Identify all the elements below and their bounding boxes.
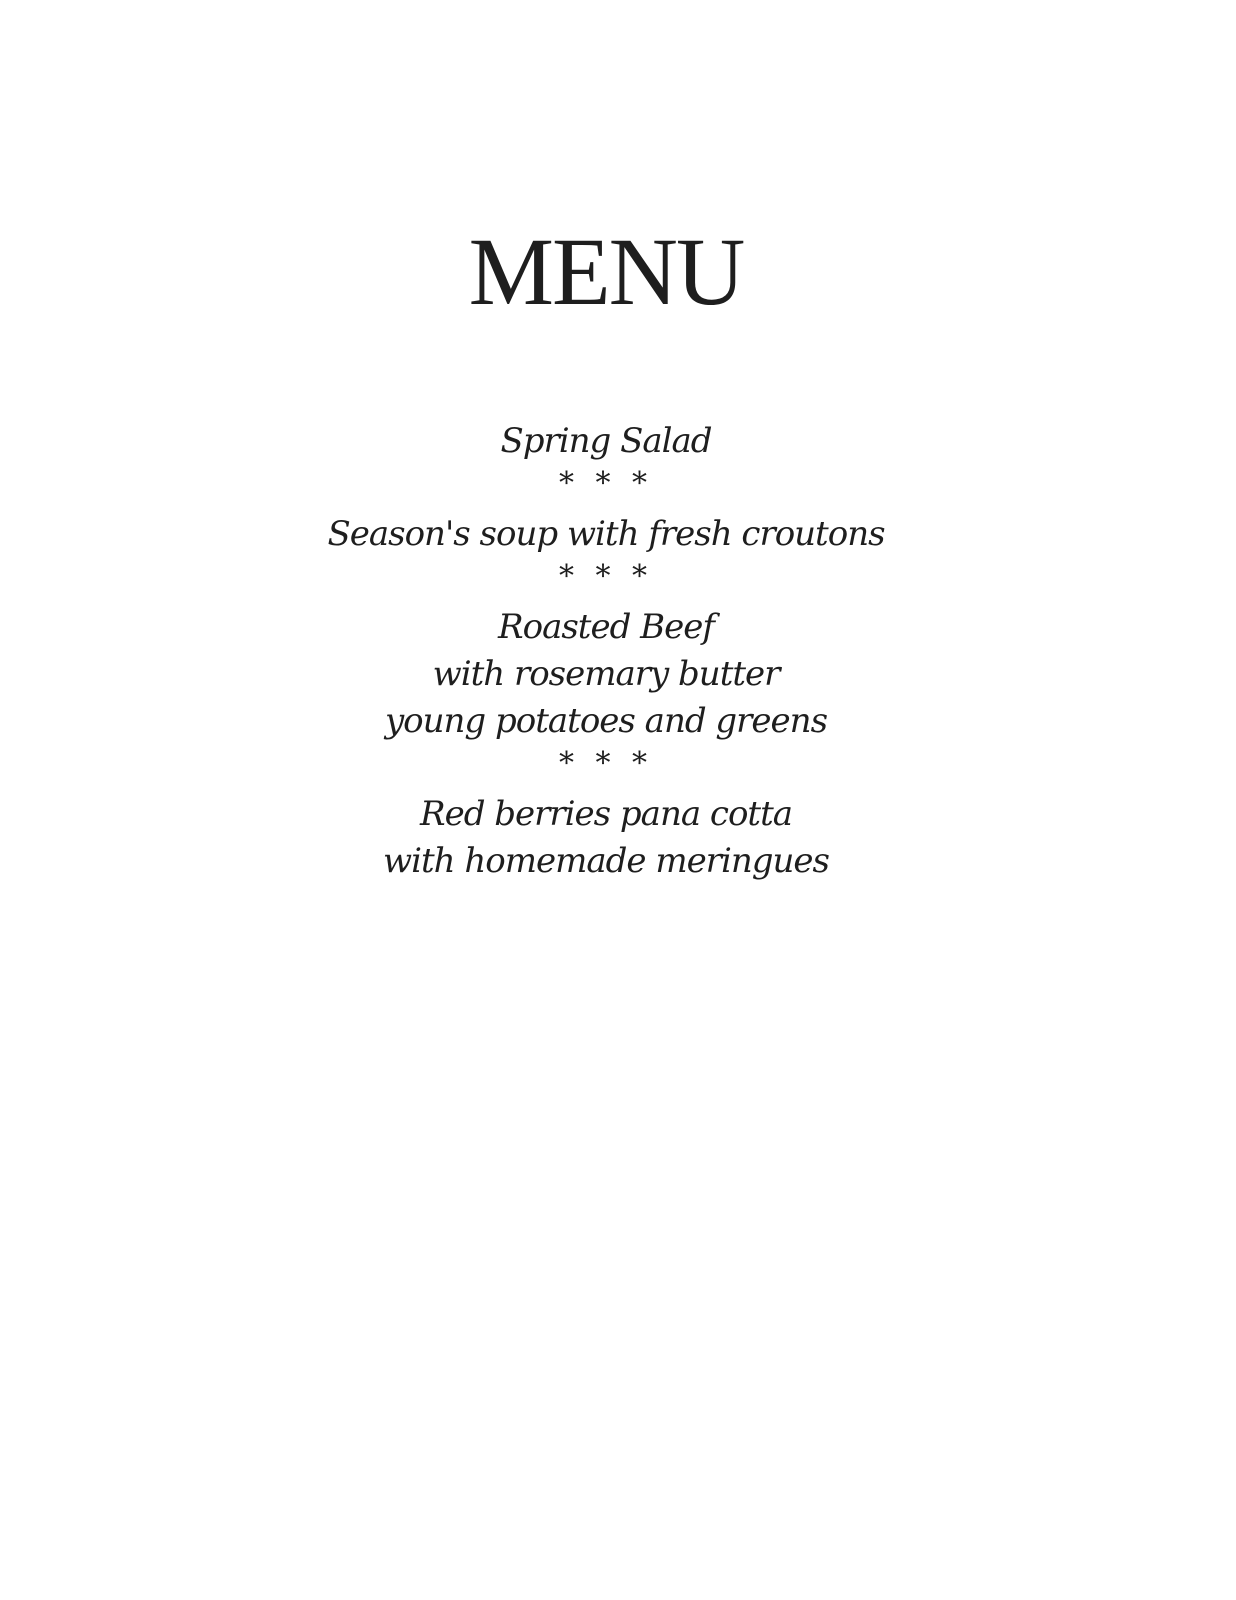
course-list	[0, 418, 1212, 885]
course-dessert	[0, 791, 1212, 885]
course-line: Red berries pana cotta	[419, 794, 793, 834]
course-line: Roasted Beef	[498, 607, 714, 647]
course-separator: * * *	[558, 559, 654, 594]
course-line: with homemade meringues	[383, 841, 829, 881]
course-main	[0, 604, 1212, 745]
course-separator: * * *	[558, 746, 654, 781]
course-line: Spring Salad	[500, 421, 712, 461]
course-line: with rosemary butter	[432, 654, 780, 694]
course-soup	[0, 511, 1212, 558]
menu-title: MENU	[468, 218, 744, 325]
course-line: young potatoes and greens	[384, 701, 828, 741]
course-salad	[0, 418, 1212, 465]
course-separator: * * *	[558, 466, 654, 501]
course-line: Season's soup with fresh croutons	[327, 514, 885, 554]
